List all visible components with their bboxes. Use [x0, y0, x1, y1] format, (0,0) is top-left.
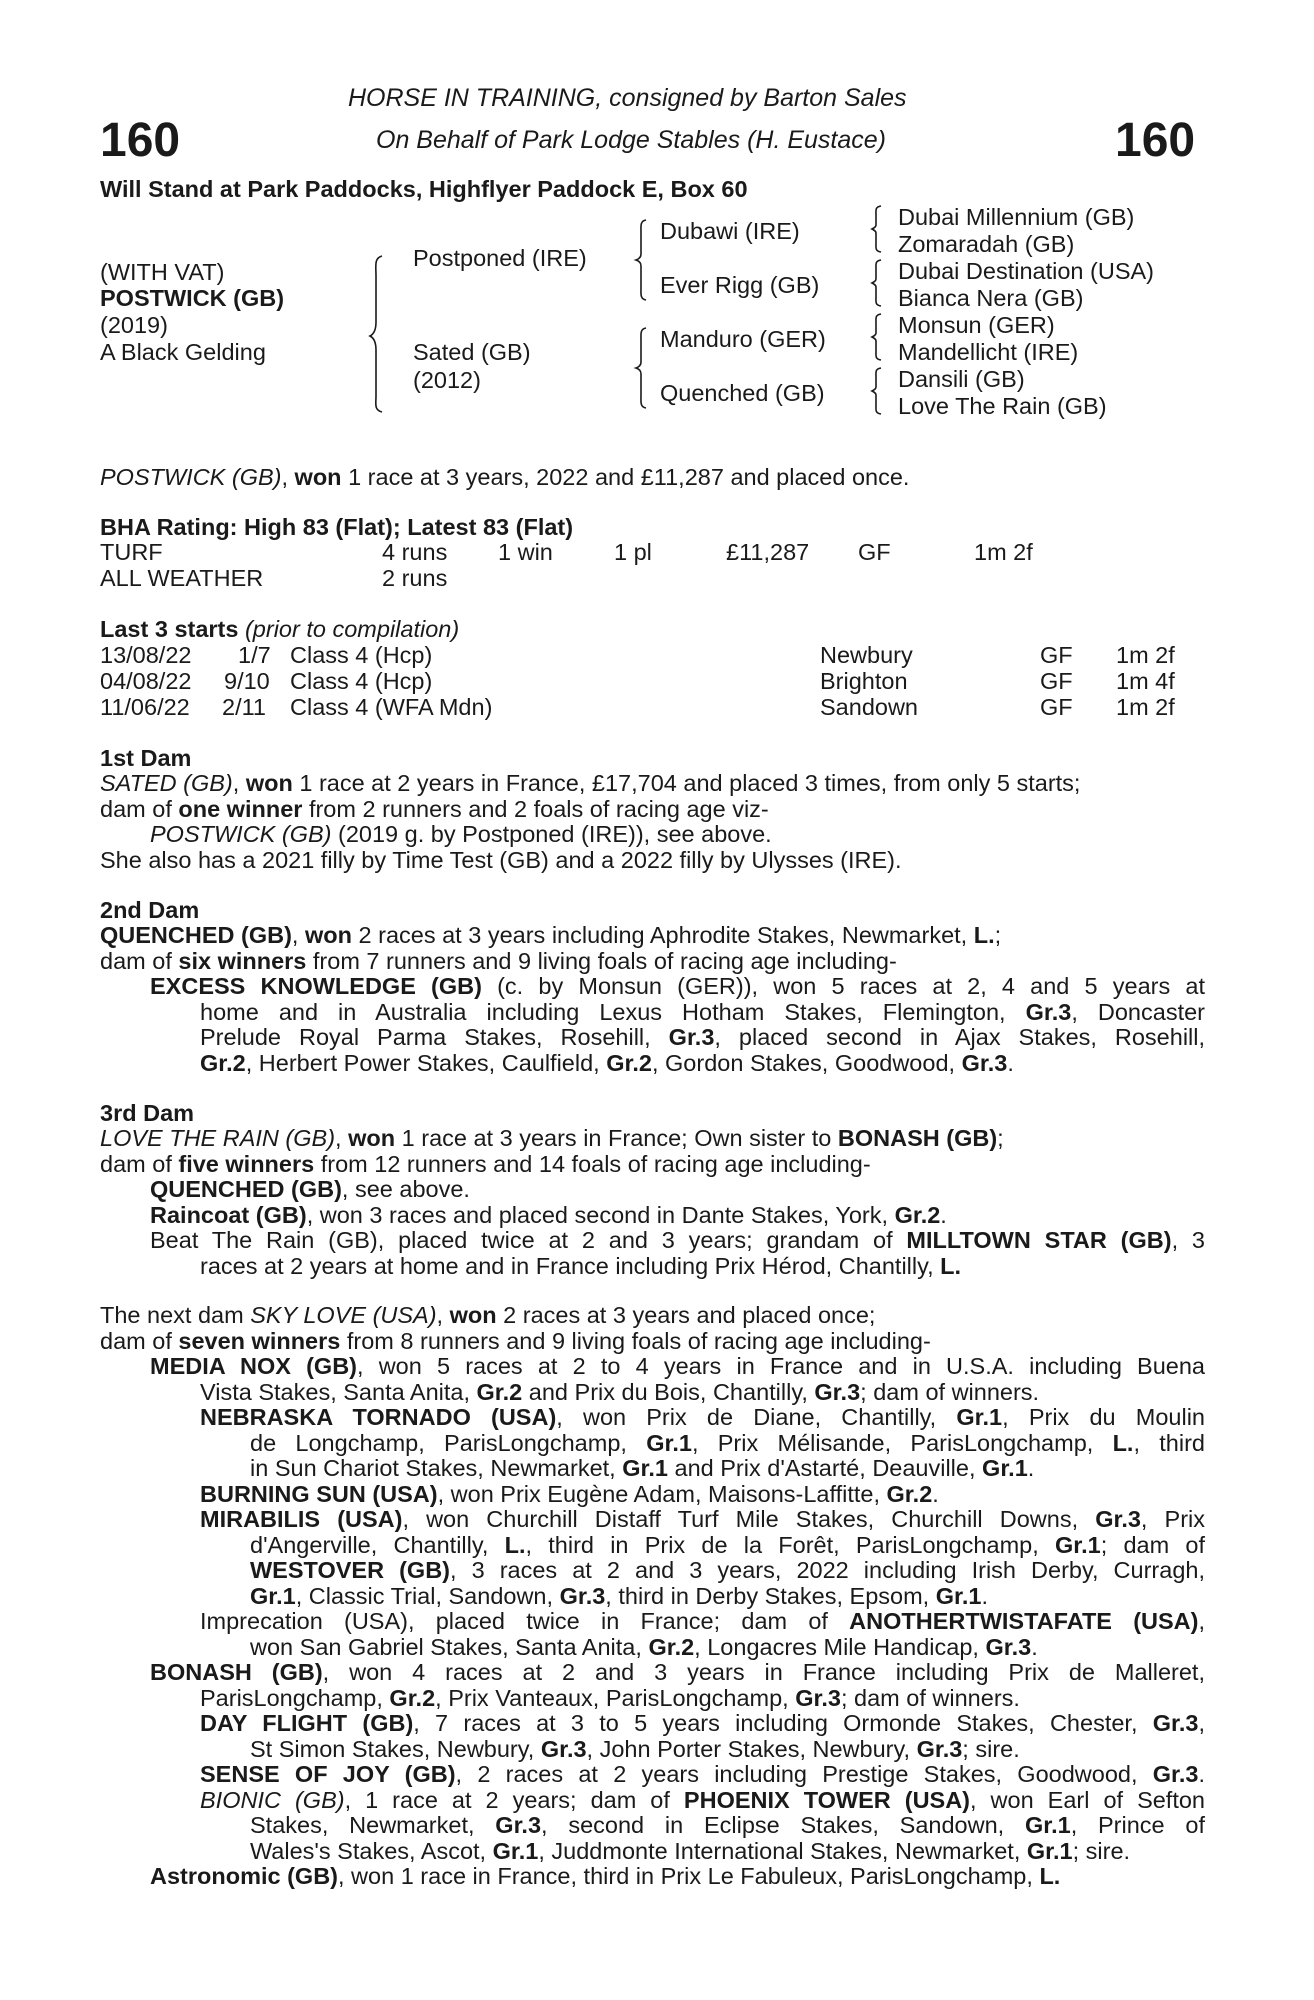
nd-line6 [100, 1431, 1205, 1457]
summary-horse-name: POSTWICK (GB) [100, 464, 282, 490]
txt: , won 1 race in France, third in Prix Le Fabuleux, ParisLongchamp, [338, 1863, 1040, 1889]
grade: Gr.3 [985, 1633, 1032, 1660]
txt: Stakes, Newmarket, [250, 1812, 496, 1838]
start-date: 11/06/22 [100, 694, 190, 720]
txt: St Simon Stakes, Newbury, [250, 1735, 541, 1762]
txt: , won Earl of Sefton [970, 1786, 1206, 1813]
grade: L. [504, 1531, 526, 1558]
grade: Gr.3 [961, 1049, 1008, 1076]
dam2-runners: from 7 runners and 9 living foals of racing age including- [306, 947, 897, 974]
grade: Gr.1 [982, 1455, 1028, 1481]
grade: L. [1039, 1863, 1061, 1889]
dam3-winners: five winners [178, 1150, 315, 1177]
progeny-name: NEBRASKA TORNADO (USA) [200, 1404, 557, 1430]
nd-line7 [100, 1456, 1205, 1482]
txt: , Prix [1140, 1506, 1206, 1532]
grade: Gr.3 [559, 1582, 606, 1609]
nd-line1 [100, 1303, 1205, 1329]
nd-line10 [100, 1533, 1205, 1559]
rating-turf-distance: 1m 2f [974, 539, 1033, 565]
start-going: GF [1040, 694, 1073, 720]
txt: , won 3 races and placed second in Dante Stakes, York, [306, 1201, 895, 1228]
header-title-line1: HORSE IN TRAINING, consigned by Barton Sales [348, 84, 907, 112]
nd-line9 [100, 1507, 1205, 1533]
dam2-heading: 2nd Dam [100, 897, 200, 923]
grade: Gr.1 [935, 1582, 982, 1609]
txt: . [932, 1480, 939, 1507]
pedigree-dam: Sated (GB) [413, 339, 531, 365]
progeny-name: BURNING SUN (USA) [200, 1480, 438, 1507]
grade: Gr.1 [1054, 1531, 1101, 1558]
dam3-text [100, 1126, 1205, 1279]
grade: Gr.2 [886, 1480, 933, 1507]
dam2-punct: ; [994, 922, 1002, 948]
txt: ; sire. [1072, 1837, 1131, 1864]
grade: Gr.1 [956, 1404, 1003, 1430]
pedigree-g3-6: Mandellicht (IRE) [898, 339, 1079, 365]
pedigree-sire-dam: Ever Rigg (GB) [660, 272, 820, 298]
dam2-line2 [100, 949, 1205, 975]
dam1-runners: from 2 runners and 2 foals of racing age viz- [302, 795, 769, 822]
dam1-heading: 1st Dam [100, 745, 192, 771]
nd-line11 [100, 1558, 1205, 1584]
nd-line15 [100, 1660, 1205, 1686]
start-position: 9/10 [224, 668, 270, 694]
nd-line16 [100, 1686, 1205, 1712]
progeny-name: BONASH (GB) [150, 1659, 323, 1685]
last-starts-note: (prior to compilation) [238, 616, 460, 642]
grade: Gr.1 [1024, 1812, 1071, 1838]
txt: , won Churchill Distaff Turf Mile Stakes, Churchill Downs, [402, 1506, 1096, 1532]
grade: Gr.3 [1152, 1710, 1199, 1736]
summary-won: won [294, 464, 342, 490]
pedigree-g3-1: Dubai Millennium (GB) [898, 204, 1135, 230]
txt: , Prix Mélisande, ParisLongchamp, [691, 1429, 1113, 1456]
start-distance: 1m 2f [1116, 694, 1175, 720]
next-dam-text [100, 1303, 1205, 1890]
rating-turf-placed: 1 pl [614, 539, 652, 565]
pedigree-bracket-dam [634, 328, 650, 408]
last-starts-heading: Last 3 starts [100, 616, 239, 642]
dam2-winners: six winners [178, 947, 307, 974]
txt: 2 races at 3 years and placed once; [496, 1302, 876, 1328]
grade: L. [940, 1252, 962, 1279]
txt: Beat The Rain (GB), placed twice at 2 and 3 years; grandam of [150, 1227, 907, 1253]
rating-turf-surface: TURF [100, 539, 163, 565]
txt: , John Porter Stakes, Newbury, [586, 1735, 917, 1762]
dam2-record: 2 races at 3 years including Aphrodite Stakes, Newmarket, [351, 922, 974, 948]
winners: seven winners [178, 1327, 341, 1354]
progeny-name: MIRABILIS (USA) [200, 1506, 403, 1532]
dam1-record: 1 race at 2 years in France, £17,704 and placed 3 times, from only 5 starts; [292, 770, 1081, 796]
dam1-winners: one winner [178, 795, 303, 822]
txt: ParisLongchamp, [200, 1684, 390, 1711]
start-distance: 1m 4f [1116, 668, 1175, 694]
nd-line22 [100, 1839, 1205, 1865]
grade: Gr.3 [916, 1735, 963, 1762]
vat-label: (WITH VAT) [100, 259, 225, 285]
dam2-line1 [100, 923, 1205, 949]
start-date: 04/08/22 [100, 668, 192, 694]
dam1-sep: , [232, 770, 246, 796]
txt: , second in Eclipse Stakes, Sandown, [541, 1812, 1025, 1838]
dam3-sister: BONASH (GB) [837, 1125, 998, 1151]
txt: , third in Derby Stakes, Epsom, [605, 1582, 936, 1609]
dam1-line3 [100, 822, 1205, 848]
nd-line4 [100, 1380, 1205, 1406]
pedigree-g3-2: Zomaradah (GB) [898, 231, 1075, 257]
pedigree-bracket-g3-1 [870, 206, 884, 252]
txt: , Prince of [1070, 1812, 1206, 1838]
summary-text: 1 race at 3 years, 2022 and £11,287 and placed once. [341, 464, 910, 490]
pedigree-g3-3: Dubai Destination (USA) [898, 258, 1154, 284]
dam3-name: LOVE THE RAIN (GB) [100, 1125, 336, 1151]
txt: . [1007, 1049, 1014, 1076]
dam3-punct: ; [997, 1125, 1004, 1151]
progeny-name: BIONIC (GB) [200, 1786, 345, 1813]
dam3-line3 [100, 1177, 1205, 1203]
dam2-progeny-detail: (c. by Monsun (GER)), won 5 races at 2, 4 and 5 years at [481, 973, 1205, 999]
start-course: Newbury [820, 642, 913, 668]
pedigree-g3-4: Bianca Nera (GB) [898, 285, 1084, 311]
txt: , [1198, 1608, 1206, 1634]
dam2-line5 [100, 1025, 1205, 1051]
txt: , Classic Trial, Sandown, [295, 1582, 560, 1609]
dam3-record: 1 race at 3 years in France; Own sister to [395, 1125, 838, 1151]
rating-turf-prize: £11,287 [726, 539, 810, 565]
grade: Gr.1 [622, 1455, 668, 1481]
pedigree-bracket-g3-2 [870, 260, 884, 306]
txt: d'Angerville, Chantilly, [250, 1531, 505, 1558]
dam3-won: won [348, 1125, 396, 1151]
grade: Gr.1 [492, 1837, 539, 1864]
start-course: Sandown [820, 694, 918, 720]
grade: Gr.3 [668, 1024, 715, 1050]
start-position: 2/11 [222, 694, 266, 720]
txt: , Juddmonte International Stakes, Newmarket, [538, 1837, 1027, 1864]
pedigree-bracket-main [368, 256, 388, 412]
txt: . [1198, 1761, 1206, 1787]
rating-turf-going: GF [858, 539, 891, 565]
txt: won San Gabriel Stakes, Santa Anita, [250, 1633, 649, 1660]
nd-line2 [100, 1329, 1205, 1355]
txt: Wales's Stakes, Ascot, [250, 1837, 493, 1864]
dam1-won: won [245, 770, 293, 796]
dam3-line6 [100, 1254, 1205, 1280]
txt: , Gordon Stakes, Goodwood, [651, 1049, 962, 1076]
grade: Gr.1 [250, 1582, 296, 1609]
pedigree-bracket-g3-3 [870, 314, 884, 360]
txt: , 2 races at 2 years including Prestige Stakes, Goodwood, [455, 1761, 1153, 1787]
dam3-line4 [100, 1203, 1205, 1229]
grade: Gr.1 [646, 1429, 692, 1456]
dam3-line2 [100, 1152, 1205, 1178]
txt: ; sire. [962, 1735, 1020, 1762]
dam2-line4 [100, 1000, 1205, 1026]
pedigree-bracket-g3-4 [870, 368, 884, 414]
grade: Gr.2 [648, 1633, 695, 1660]
txt: , won 4 races at 2 and 3 years in France including Prix de Malleret, [322, 1659, 1205, 1685]
dam1-line1 [100, 771, 1205, 797]
txt: , see above. [341, 1176, 470, 1202]
txt: . [981, 1582, 988, 1609]
txt: Imprecation (USA), placed twice in France; dam of [200, 1608, 850, 1634]
nd-line5 [100, 1405, 1205, 1431]
pedigree-sire: Postponed (IRE) [413, 245, 587, 271]
nd-line19 [100, 1762, 1205, 1788]
start-race: Class 4 (WFA Mdn) [290, 694, 493, 720]
horse-description: A Black Gelding [100, 339, 266, 365]
txt: , third [1133, 1429, 1205, 1456]
nd-line8 [100, 1482, 1205, 1508]
txt: Prelude Royal Parma Stakes, Rosehill, [200, 1024, 669, 1050]
lot-number-left: 160 [100, 114, 181, 167]
dam2-progeny-name: EXCESS KNOWLEDGE (GB) [150, 973, 482, 999]
dam2-line3 [100, 974, 1205, 1000]
grade: Gr.2 [476, 1378, 523, 1405]
txt: de Longchamp, ParisLongchamp, [250, 1429, 647, 1456]
dam2-damof: dam of [100, 947, 179, 974]
grade: Gr.3 [1025, 998, 1072, 1025]
txt: ; dam of [1100, 1531, 1205, 1558]
start-date: 13/08/22 [100, 642, 192, 668]
dam3-damof: dam of [100, 1150, 179, 1177]
dam3-line5 [100, 1228, 1205, 1254]
grade: Gr.1 [1026, 1837, 1073, 1864]
start-going: GF [1040, 668, 1073, 694]
grade: Gr.3 [540, 1735, 587, 1762]
next-dam-name: SKY LOVE (USA) [250, 1302, 437, 1328]
nd-line18 [100, 1737, 1205, 1763]
pedigree-bracket-sire [634, 220, 650, 300]
rating-aw-runs: 2 runs [382, 565, 448, 591]
header-title-line2: On Behalf of Park Lodge Stables (H. Eustace) [376, 126, 886, 154]
progeny-name: Raincoat (GB) [150, 1201, 307, 1228]
txt: . [1031, 1633, 1038, 1660]
start-race: Class 4 (Hcp) [290, 642, 433, 668]
won: won [449, 1302, 497, 1328]
dam3-line1 [100, 1126, 1205, 1152]
nd-line23 [100, 1864, 1205, 1890]
txt: in Sun Chariot Stakes, Newmarket, [250, 1455, 623, 1481]
grade: Gr.2 [389, 1684, 436, 1711]
start-race: Class 4 (Hcp) [290, 668, 433, 694]
dam2-name: QUENCHED (GB) [100, 922, 292, 948]
txt: . [1027, 1455, 1035, 1481]
progeny-name: DAY FLIGHT (GB) [200, 1710, 414, 1736]
rating-turf-runs: 4 runs [382, 539, 448, 565]
progeny-name: SENSE OF JOY (GB) [200, 1761, 456, 1787]
pedigree-g3-7: Dansili (GB) [898, 366, 1025, 392]
rating-title: BHA Rating: High 83 (Flat); Latest 83 (Flat) [100, 514, 574, 540]
lot-number-right: 160 [1115, 114, 1196, 167]
grade: Gr.2 [894, 1201, 941, 1228]
txt: , won Prix Eugène Adam, Maisons-Laffitte, [437, 1480, 887, 1507]
stand-location: Will Stand at Park Paddocks, Highflyer Paddock E, Box 60 [100, 176, 748, 202]
dam1-progeny-detail: (2019 g. by Postponed (IRE)), see above. [331, 821, 772, 847]
txt: and Prix du Bois, Chantilly, [522, 1378, 815, 1405]
progeny-name: Astronomic (GB) [150, 1863, 338, 1889]
txt: and Prix d'Astarté, Deauville, [667, 1455, 983, 1481]
pedigree-dam-year: (2012) [413, 367, 481, 393]
progeny-name: MILLTOWN STAR (GB) [906, 1227, 1172, 1253]
txt: dam of [100, 1327, 179, 1354]
progeny-name: QUENCHED (GB) [150, 1176, 342, 1202]
txt: , Prix Vanteaux, ParisLongchamp, [435, 1684, 796, 1711]
txt: The next dam [100, 1302, 251, 1328]
pedigree-g3-5: Monsun (GER) [898, 312, 1055, 338]
start-course: Brighton [820, 668, 908, 694]
nd-line13 [100, 1609, 1205, 1635]
txt: , won Prix de Diane, Chantilly, [556, 1404, 957, 1430]
progeny-name: PHOENIX TOWER (USA) [683, 1786, 971, 1813]
last-starts-title [100, 617, 459, 643]
txt: ; dam of winners. [860, 1378, 1040, 1405]
summary-sep: , [281, 464, 295, 490]
txt: . [940, 1201, 947, 1228]
txt: , third in Prix de la Forêt, ParisLongchamp, [525, 1531, 1055, 1558]
txt: , won 5 races at 2 to 4 years in France and in U.S.A. including Buena [357, 1353, 1206, 1379]
dam2-grade: L. [973, 922, 995, 948]
txt: , [436, 1302, 450, 1328]
grade: Gr.3 [795, 1684, 841, 1711]
dam3-sep: , [335, 1125, 349, 1151]
dam3-runners: from 12 runners and 14 foals of racing age including- [314, 1150, 871, 1177]
nd-line17 [100, 1711, 1205, 1737]
grade: Gr.3 [814, 1378, 861, 1405]
dam2-line6 [100, 1051, 1205, 1077]
txt: , 3 races at 2 and 3 years, 2022 including Irish Derby, Curragh, [450, 1557, 1205, 1583]
dam1-text [100, 771, 1205, 873]
race-summary [100, 465, 909, 491]
dam2-text [100, 923, 1205, 1076]
txt: , 3 [1171, 1227, 1205, 1253]
txt: ; dam of winners. [840, 1684, 1020, 1711]
start-position: 1/7 [238, 642, 271, 668]
dam1-line4: She also has a 2021 filly by Time Test (GB) and a 2022 filly by Ulysses (IRE). [100, 846, 902, 873]
txt: Vista Stakes, Santa Anita, [200, 1378, 477, 1405]
horse-year: (2019) [100, 312, 168, 338]
txt: , 1 race at 2 years; dam of [344, 1786, 684, 1813]
progeny-name: MEDIA NOX (GB) [150, 1353, 358, 1379]
grade: Gr.2 [606, 1049, 652, 1076]
rating-aw-surface: ALL WEATHER [100, 565, 264, 591]
start-going: GF [1040, 642, 1073, 668]
progeny-name: WESTOVER (GB) [250, 1557, 451, 1583]
grade: Gr.2 [200, 1049, 246, 1076]
grade: Gr.3 [1095, 1506, 1141, 1532]
progeny-name: ANOTHERTWISTAFATE (USA) [849, 1608, 1199, 1634]
txt: , Herbert Power Stakes, Caulfield, [245, 1049, 607, 1076]
horse-name: POSTWICK (GB) [100, 285, 285, 311]
dam2-sep: , [291, 922, 305, 948]
dam2-won: won [304, 922, 352, 948]
pedigree-dam-dam: Quenched (GB) [660, 380, 825, 406]
txt: , [1198, 1710, 1205, 1736]
grade: Gr.3 [1152, 1761, 1199, 1787]
nd-line20 [100, 1788, 1205, 1814]
pedigree-sire-sire: Dubawi (IRE) [660, 218, 800, 244]
dam1-progeny-name: POSTWICK (GB) [150, 821, 332, 847]
grade: Gr.3 [495, 1812, 542, 1838]
grade: L. [1112, 1429, 1134, 1456]
txt: from 8 runners and 9 living foals of racing age including- [340, 1327, 931, 1354]
dam1-line2 [100, 797, 1205, 823]
start-distance: 1m 2f [1116, 642, 1175, 668]
dam1-damof: dam of [100, 795, 179, 822]
nd-line14 [100, 1635, 1205, 1661]
nd-line3 [100, 1354, 1205, 1380]
txt: , 7 races at 3 to 5 years including Ormonde Stakes, Chester, [413, 1710, 1153, 1736]
dam1-name: SATED (GB) [100, 770, 233, 796]
nd-line21 [100, 1813, 1205, 1839]
pedigree-g3-8: Love The Rain (GB) [898, 393, 1107, 419]
txt: , Prix du Moulin [1002, 1404, 1205, 1430]
nd-line12 [100, 1584, 1205, 1610]
txt: , Longacres Mile Handicap, [694, 1633, 986, 1660]
txt: , Doncaster [1071, 998, 1205, 1025]
txt: , placed second in Ajax Stakes, Rosehill, [714, 1024, 1206, 1050]
txt: home and in Australia including Lexus Hotham Stakes, Flemington, [200, 998, 1026, 1025]
dam3-heading: 3rd Dam [100, 1100, 195, 1126]
rating-turf-wins: 1 win [498, 539, 553, 565]
txt: races at 2 years at home and in France including Prix Hérod, Chantilly, [200, 1252, 941, 1279]
pedigree-dam-sire: Manduro (GER) [660, 326, 826, 352]
